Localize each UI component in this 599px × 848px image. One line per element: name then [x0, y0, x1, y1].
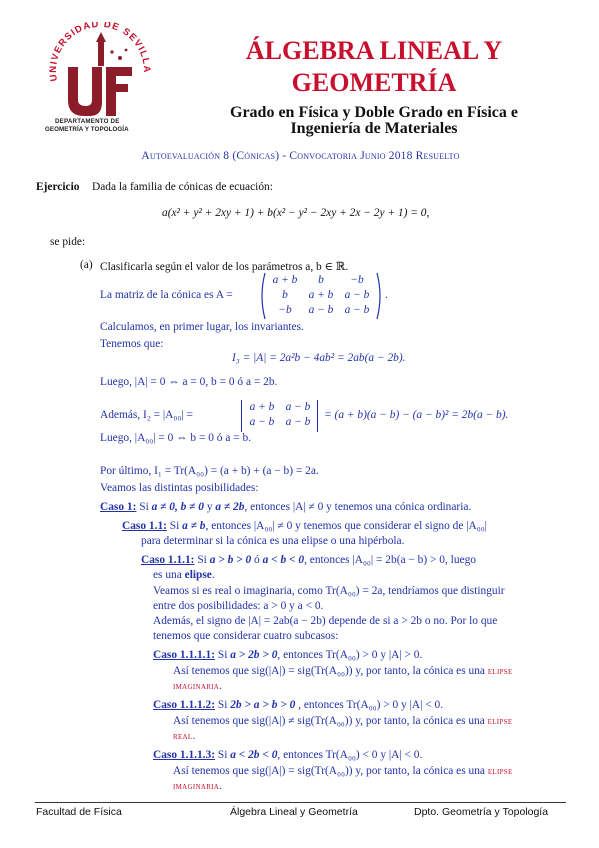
- caso-1-1-1-1-condition: a > 2b > 0: [230, 649, 278, 661]
- exam-line: Autoevaluación 8 (Cónicas) - Convocatoria Junio 2018 Resuelto: [141, 150, 460, 162]
- caso-1-1-1-p4: tenemos que considerar cuatro subcasos:: [153, 630, 339, 642]
- logo-dept-line1: DEPARTAMENTO DE: [55, 118, 120, 125]
- caso-1-1-1-2-line3: [173, 730, 195, 742]
- caso-1-1-1-3-conclusion: Así tenemos que sig(|A|) = sig(Tr(A₀₀)) y, por tanto, la cónica es una: [173, 765, 485, 777]
- possibilities-line: Veamos las distintas posibilidades:: [100, 482, 259, 494]
- exercise-label: Ejercicio: [36, 181, 80, 193]
- page-title-line2: GEOMETRÍA: [291, 68, 457, 97]
- caso-1-1-rest: , entonces |A₀₀| ≠ 0 y tenemos que considerar el signo de |A₀₀|: [205, 520, 487, 532]
- matrix-end: .: [385, 289, 388, 301]
- i2-suffix: = (a + b)(a − b) − (a − b)² = 2b(a − b).: [324, 409, 509, 421]
- caso-1-1-1-3-line3: [173, 780, 222, 792]
- caso-1-1-1-2-condition: 2b > a > b > 0: [230, 699, 296, 711]
- result-imaginaria: imaginaria: [173, 781, 220, 792]
- caso-1-1-1-2-line2: [173, 715, 512, 727]
- caso-1-text: Si: [139, 501, 149, 513]
- caso-1-1-1-p1: Veamos si es real o imaginaria, como Tr(A₀₀) = 2a, tendríamos que distinguir: [153, 585, 505, 597]
- caso-1-1-1-1-line3: [173, 680, 222, 692]
- caso-1-1-1-3-rest: , entonces Tr(A₀₀) < 0 y |A| < 0.: [277, 749, 423, 761]
- luego-a00: Luego, |A₀₀| = 0 ⇔ b = 0 ó a = b.: [100, 432, 252, 444]
- period: .: [219, 780, 223, 792]
- caso-1-1-1-3-text: Si: [217, 749, 228, 761]
- caso-1-1-line2: para determinar si la cónica es una elipse o una hipérbola.: [141, 535, 405, 547]
- caso-1-label: Caso 1:: [100, 501, 137, 513]
- caso-1-1-1-1-line: [153, 649, 422, 661]
- matrix-cell: a − b: [308, 304, 334, 316]
- result-elipse: elipse: [487, 716, 513, 727]
- caso-1-1-condition: a ≠ b: [182, 520, 206, 532]
- caso-1-1-1-1-line2: [173, 665, 513, 677]
- caso-1-1-1-label: Caso 1.1.1:: [141, 554, 195, 566]
- page-title-line1: ÁLGEBRA LINEAL Y: [245, 36, 503, 65]
- i3-formula: I₃ = |A| = 2a²b − 4ab² = 2ab(a − 2b).: [232, 352, 406, 364]
- caso-1-1-1-3-line2: [173, 765, 513, 777]
- caso-1-1-1-o: ó: [254, 554, 260, 566]
- matrix-intro: La matriz de la cónica es A =: [100, 289, 233, 301]
- caso-1-1-1-1-label: Caso 1.1.1.1:: [153, 649, 216, 661]
- exercise-intro: Dada la familia de cónicas de ecuación:: [92, 181, 273, 193]
- caso-1-1-1-condition: a > b > 0: [209, 554, 252, 566]
- caso-1-condition: a ≠ 0, b ≠ 0: [151, 501, 204, 513]
- matrix-cell: a + b: [272, 274, 298, 286]
- matrix-cell: b: [282, 289, 288, 301]
- footer-center: Álgebra Lineal y Geometría: [230, 806, 358, 818]
- subtitle-line2: Ingeniería de Materiales: [290, 120, 458, 137]
- caso-1-line: [100, 501, 471, 513]
- conic-matrix: [258, 272, 384, 320]
- part-a-label: (a): [80, 259, 93, 271]
- invariants-intro: Calculamos, en primer lugar, los invariantes.: [100, 321, 304, 333]
- caso-1-1-line: [122, 520, 487, 532]
- caso-1-1-1-2-rest: , entonces Tr(A₀₀) > 0 y |A| < 0.: [298, 699, 444, 711]
- period: .: [219, 680, 223, 692]
- result-imaginaria: imaginaria: [173, 681, 220, 692]
- caso-1-rest: , entonces |A| ≠ 0 y tenemos una cónica ordinaria.: [244, 501, 472, 513]
- footer-right: Dpto. Geometría y Topología: [414, 806, 549, 818]
- caso-1-1-1-2-line: [153, 699, 443, 711]
- caso-1-1-1-line: [141, 554, 476, 566]
- i2-prefix: Además, I₂ = |A₀₀| =: [100, 409, 193, 421]
- caso-1-1-1-2-label: Caso 1.1.1.2:: [153, 699, 216, 711]
- matrix-cell: a + b: [308, 289, 334, 301]
- right-paren-icon: [376, 272, 384, 320]
- logo-ring-text: UNIVERSIDAD DE SEVILLA: [47, 22, 153, 83]
- luego-a: Luego, |A| = 0 ⇔ a = 0, b = 0 ó a = 2b.: [100, 376, 278, 388]
- matrix-cell: −b: [350, 274, 364, 286]
- caso-1-1-1-line2: [153, 569, 215, 581]
- caso-1-1-1-elipse: elipse: [184, 569, 212, 581]
- det-cell: a + b: [249, 401, 275, 413]
- det-cell: a − b: [285, 401, 311, 413]
- caso-1-1-1-rest: , entonces |A₀₀| = 2b(a − b) > 0, luego: [304, 554, 476, 566]
- logo-dept-line2: GEOMETRÍA Y TOPOLOGÍA: [45, 126, 129, 133]
- matrix-cell: b: [318, 274, 324, 286]
- caso-1-1-1-3-label: Caso 1.1.1.3:: [153, 749, 216, 761]
- caso-1-1-1-p2: entre dos posibilidades: a > 0 y a < 0.: [153, 600, 324, 612]
- matrix-cell: −b: [278, 304, 292, 316]
- det-cell: a − b: [249, 416, 275, 428]
- left-paren-icon: [258, 272, 266, 320]
- caso-1-1-text: Si: [169, 520, 180, 532]
- footer-rule: [35, 802, 566, 803]
- part-a-text: Clasificarla según el valor de los parámetros a, b ∈ ℝ.: [100, 261, 349, 273]
- result-real: real: [173, 731, 193, 742]
- result-elipse: elipse: [487, 666, 513, 677]
- i1-line: Por último, I₁ = Tr(A₀₀) = (a + b) + (a − b) = 2a.: [100, 465, 319, 477]
- matrix-cell: a − b: [344, 289, 370, 301]
- result-elipse: elipse: [487, 766, 513, 777]
- caso-1-1-1-es-una: es una: [153, 569, 182, 581]
- tenemos-que: Tenemos que:: [100, 338, 164, 350]
- caso-1-1-1-period: .: [211, 569, 215, 581]
- footer-left: Facultad de Física: [36, 806, 122, 818]
- caso-1-condition-2: a ≠ 2b: [215, 501, 245, 513]
- caso-1-1-1-1-conclusion: Así tenemos que sig(|A|) = sig(Tr(A₀₀)) y, por tanto, la cónica es una: [173, 665, 485, 677]
- caso-1-1-1-3-condition: a < 2b < 0: [230, 749, 278, 761]
- caso-1-1-label: Caso 1.1:: [122, 520, 167, 532]
- caso-1-1-1-1-text: Si: [217, 649, 228, 661]
- det-cell: a − b: [285, 416, 311, 428]
- subtitle-line1: Grado en Física y Doble Grado en Física e: [230, 104, 518, 121]
- caso-1-1-1-2-text: Si: [217, 699, 228, 711]
- matrix-cell: a − b: [344, 304, 370, 316]
- caso-1-1-1-3-line: [153, 749, 422, 761]
- caso-1-1-1-1-rest: , entonces Tr(A₀₀) > 0 y |A| > 0.: [277, 649, 423, 661]
- exercise-equation: a(x² + y² + 2xy + 1) + b(x² − y² − 2xy + 2x − 2y + 1) = 0,: [162, 207, 430, 219]
- caso-1-1-1-condition-2: a < b < 0: [262, 554, 305, 566]
- caso-1-1-1-2-conclusion: Así tenemos que sig(|A|) ≠ sig(Tr(A₀₀)) y, por tanto, la cónica es una: [173, 715, 485, 727]
- se-pide: se pide:: [50, 236, 86, 248]
- caso-1-1-1-p3: Además, el signo de |A| = 2ab(a − 2b) depende de si a > 2b o no. Por lo que: [153, 615, 498, 627]
- caso-1-y: y: [206, 501, 213, 513]
- i2-determinant: [241, 400, 319, 432]
- caso-1-1-1-text: Si: [197, 554, 207, 566]
- period: .: [192, 730, 196, 742]
